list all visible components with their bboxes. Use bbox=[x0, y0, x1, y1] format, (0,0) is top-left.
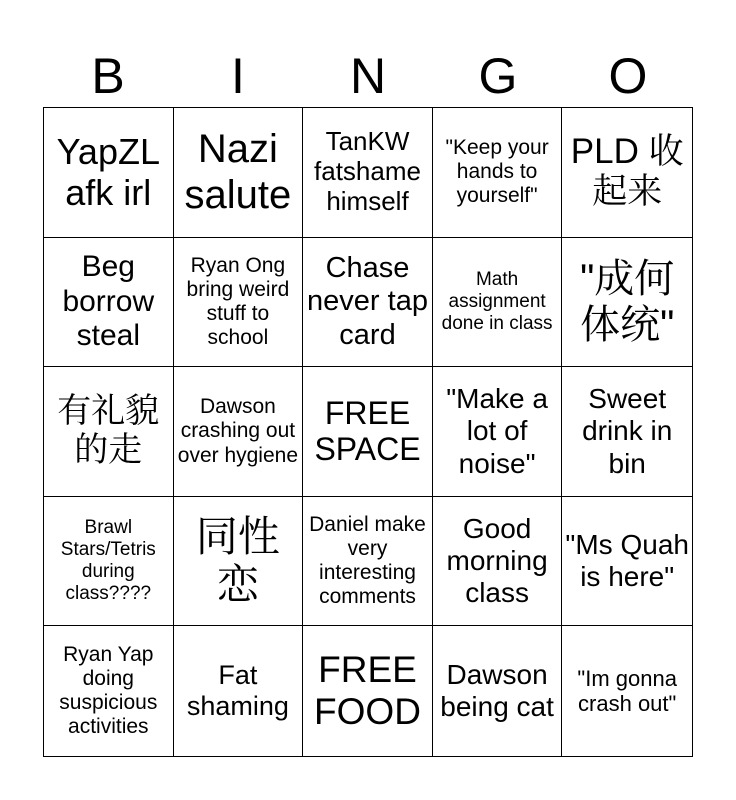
bingo-grid bbox=[43, 107, 693, 757]
cell-text: Daniel make very interesting comments bbox=[309, 512, 426, 609]
bingo-cell[interactable] bbox=[562, 497, 692, 627]
header-letter-b: B bbox=[91, 48, 125, 104]
header-letter-o: O bbox=[608, 48, 648, 104]
header-letter-g: G bbox=[478, 48, 518, 104]
cell-text: PLD 收起来 bbox=[570, 132, 684, 212]
bingo-cell[interactable] bbox=[44, 497, 174, 627]
cell-text: Chase never tap card bbox=[307, 251, 428, 351]
bingo-cell[interactable] bbox=[433, 367, 563, 497]
bingo-cell[interactable] bbox=[303, 626, 433, 756]
cell-text: Math assignment done in class bbox=[441, 269, 553, 334]
bingo-cell[interactable] bbox=[562, 238, 692, 368]
cell-text: YapZL afk irl bbox=[56, 130, 160, 214]
header-letter-n: N bbox=[349, 48, 387, 104]
bingo-header bbox=[43, 48, 693, 104]
cell-text: FREE SPACE bbox=[314, 394, 421, 468]
cell-text: Ryan Ong bring weird stuff to school bbox=[186, 253, 290, 350]
cell-text: Nazi salute bbox=[184, 127, 292, 218]
bingo-cell[interactable] bbox=[433, 108, 563, 238]
cell-text: Fat shaming bbox=[186, 660, 289, 722]
bingo-cell[interactable] bbox=[174, 238, 304, 368]
bingo-cell[interactable] bbox=[303, 367, 433, 497]
header-letter-i: I bbox=[231, 48, 245, 104]
bingo-cell[interactable] bbox=[174, 497, 304, 627]
bingo-cell[interactable] bbox=[562, 367, 692, 497]
cell-text: "Keep your hands to yourself" bbox=[445, 136, 549, 208]
bingo-cell[interactable] bbox=[303, 497, 433, 627]
bingo-cell[interactable] bbox=[562, 108, 692, 238]
cell-text: "Im gonna crash out" bbox=[577, 665, 677, 717]
bingo-cell[interactable] bbox=[562, 626, 692, 756]
bingo-cell[interactable] bbox=[174, 626, 304, 756]
cell-text: "成何体统" bbox=[580, 256, 675, 347]
cell-text: FREE FOOD bbox=[314, 648, 421, 733]
bingo-cell[interactable] bbox=[44, 367, 174, 497]
cell-text: "Make a lot of noise" bbox=[446, 383, 548, 479]
bingo-cell[interactable] bbox=[44, 238, 174, 368]
bingo-cell[interactable] bbox=[174, 367, 304, 497]
cell-text: Beg borrow steal bbox=[62, 250, 155, 353]
bingo-cell[interactable] bbox=[433, 238, 563, 368]
bingo-cell[interactable] bbox=[44, 108, 174, 238]
bingo-cell[interactable] bbox=[433, 626, 563, 756]
bingo-cell[interactable] bbox=[433, 497, 563, 627]
bingo-cell[interactable] bbox=[174, 108, 304, 238]
bingo-cell[interactable] bbox=[44, 626, 174, 756]
cell-text: Dawson being cat bbox=[440, 659, 554, 723]
cell-text: TanKW fatshame himself bbox=[314, 126, 421, 217]
cell-text: Brawl Stars/Tetris during class???? bbox=[60, 517, 156, 604]
cell-text: Sweet drink in bin bbox=[582, 383, 673, 479]
bingo-cell[interactable] bbox=[303, 108, 433, 238]
cell-text: Dawson crashing out over hygiene bbox=[177, 395, 299, 467]
cell-text: Ryan Yap doing suspicious activities bbox=[59, 642, 158, 739]
cell-text: Good morning class bbox=[446, 512, 548, 609]
cell-text: 同性恋 bbox=[195, 512, 280, 609]
cell-text: 有礼貌的走 bbox=[57, 392, 160, 470]
bingo-cell[interactable] bbox=[303, 238, 433, 368]
cell-text: "Ms Quah is here" bbox=[565, 528, 689, 593]
